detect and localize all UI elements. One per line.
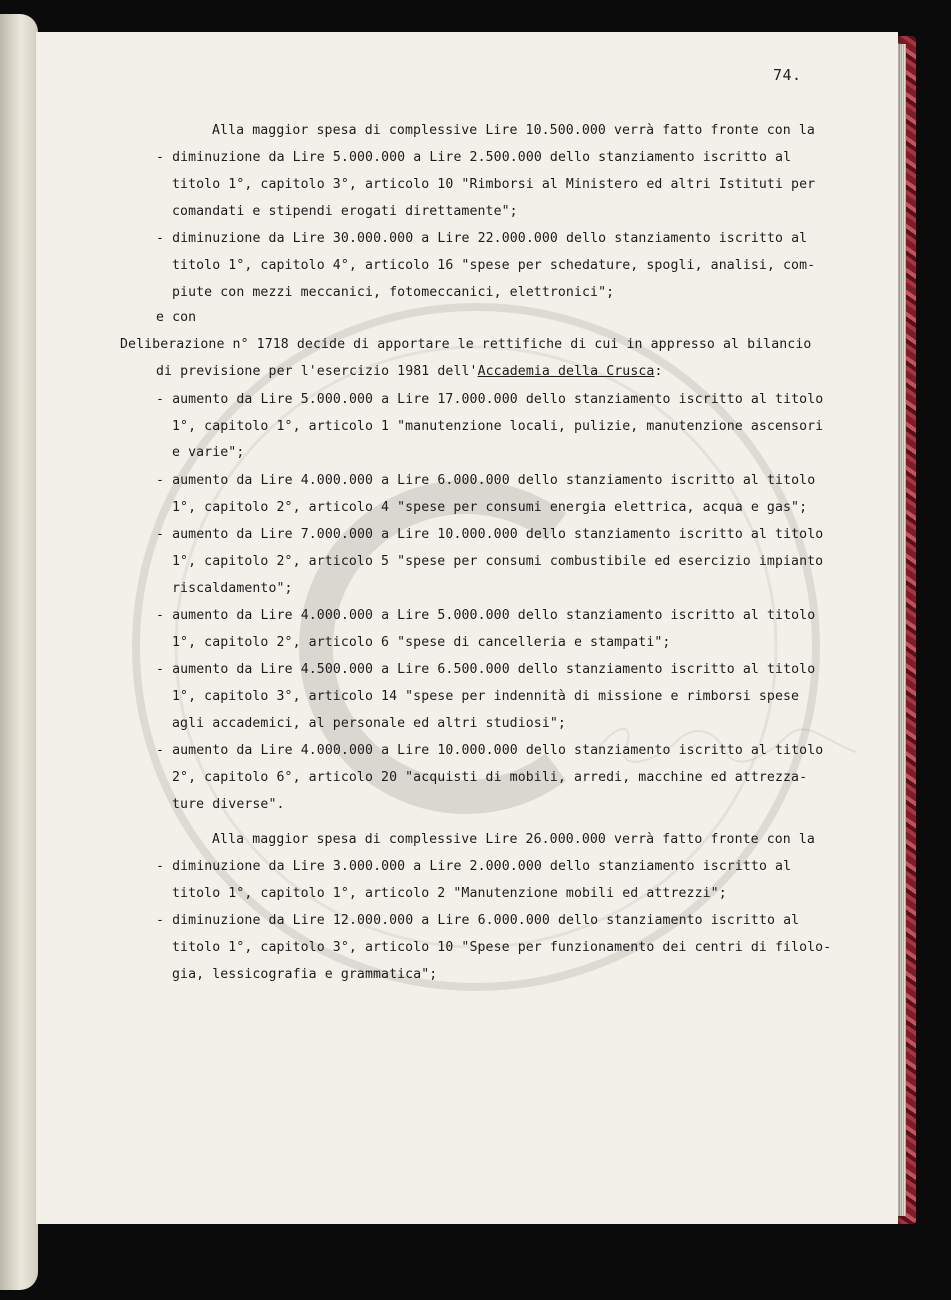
text-line: agli accademici, al personale ed altri studiosi"; xyxy=(172,716,566,731)
text-line: comandati e stipendi erogati direttamente"; xyxy=(172,204,518,219)
text-line: Alla maggior spesa di complessive Lire 26.000.000 verrà fatto fronte con la xyxy=(212,832,815,847)
text-line: - diminuzione da Lire 30.000.000 a Lire 22.000.000 dello stanziamento iscritto al xyxy=(156,231,808,246)
text-line: - diminuzione da Lire 12.000.000 a Lire 6.000.000 dello stanziamento iscritto al xyxy=(156,913,800,928)
text-line: - aumento da Lire 4.000.000 a Lire 10.000.000 dello stanziamento iscritto al titolo xyxy=(156,743,824,758)
text-line: e con xyxy=(156,310,197,325)
faint-signature xyxy=(576,712,876,772)
text-line: - aumento da Lire 4.500.000 a Lire 6.500.000 dello stanziamento iscritto al titolo xyxy=(156,662,816,677)
text-line: 1°, capitolo 2°, articolo 4 "spese per consumi energia elettrica, acqua e gas"; xyxy=(172,500,808,515)
underlined-institution: Accademia della Crusca xyxy=(477,364,655,379)
text-line: piute con mezzi meccanici, fotomeccanici, elettronici"; xyxy=(172,285,615,300)
text-line: 2°, capitolo 6°, articolo 20 "acquisti di mobili, arredi, macchine ed attrezza- xyxy=(172,770,808,785)
text-line xyxy=(156,364,663,379)
text-line: Deliberazione n° 1718 decide di apportare le rettifiche di cui in appresso al bilancio xyxy=(120,337,812,352)
line-text: : xyxy=(654,364,663,379)
text-line: - aumento da Lire 4.000.000 a Lire 6.000.000 dello stanziamento iscritto al titolo xyxy=(156,473,816,488)
text-line: - diminuzione da Lire 3.000.000 a Lire 2.000.000 dello stanziamento iscritto al xyxy=(156,859,792,874)
document-page xyxy=(36,32,898,1224)
text-line: 1°, capitolo 2°, articolo 6 "spese di cancelleria e stampati"; xyxy=(172,635,671,650)
text-line: 1°, capitolo 2°, articolo 5 "spese per consumi combustibile ed esercizio impianto xyxy=(172,554,824,569)
text-line: Alla maggior spesa di complessive Lire 10.500.000 verrà fatto fronte con la xyxy=(212,123,815,138)
text-line: titolo 1°, capitolo 1°, articolo 2 "Manutenzione mobili ed attrezzi"; xyxy=(172,886,727,901)
text-line: 1°, capitolo 1°, articolo 1 "manutenzione locali, pulizie, manutenzione ascensori xyxy=(172,419,824,434)
text-line: titolo 1°, capitolo 4°, articolo 16 "spese per schedature, spogli, analisi, com- xyxy=(172,258,816,273)
line-text: di previsione per l'esercizio 1981 dell' xyxy=(156,364,478,379)
page-number: 74. xyxy=(773,66,802,84)
text-line: - aumento da Lire 5.000.000 a Lire 17.000.000 dello stanziamento iscritto al titolo xyxy=(156,392,824,407)
text-line: titolo 1°, capitolo 3°, articolo 10 "Rimborsi al Ministero ed altri Istituti per xyxy=(172,177,816,192)
text-line: 1°, capitolo 3°, articolo 14 "spese per indennità di missione e rimborsi spese xyxy=(172,689,800,704)
text-line: e varie"; xyxy=(172,445,245,460)
text-line: riscaldamento"; xyxy=(172,581,293,596)
text-line: - aumento da Lire 7.000.000 a Lire 10.000.000 dello stanziamento iscritto al titolo xyxy=(156,527,824,542)
text-line: gia, lessicografia e grammatica"; xyxy=(172,967,438,982)
facing-page-edge xyxy=(0,14,38,1290)
text-line: titolo 1°, capitolo 3°, articolo 10 "Spese per funzionamento dei centri di filolo- xyxy=(172,940,832,955)
text-line: - aumento da Lire 4.000.000 a Lire 5.000.000 dello stanziamento iscritto al titolo xyxy=(156,608,816,623)
text-line: ture diverse". xyxy=(172,797,285,812)
text-line: - diminuzione da Lire 5.000.000 a Lire 2.500.000 dello stanziamento iscritto al xyxy=(156,150,792,165)
